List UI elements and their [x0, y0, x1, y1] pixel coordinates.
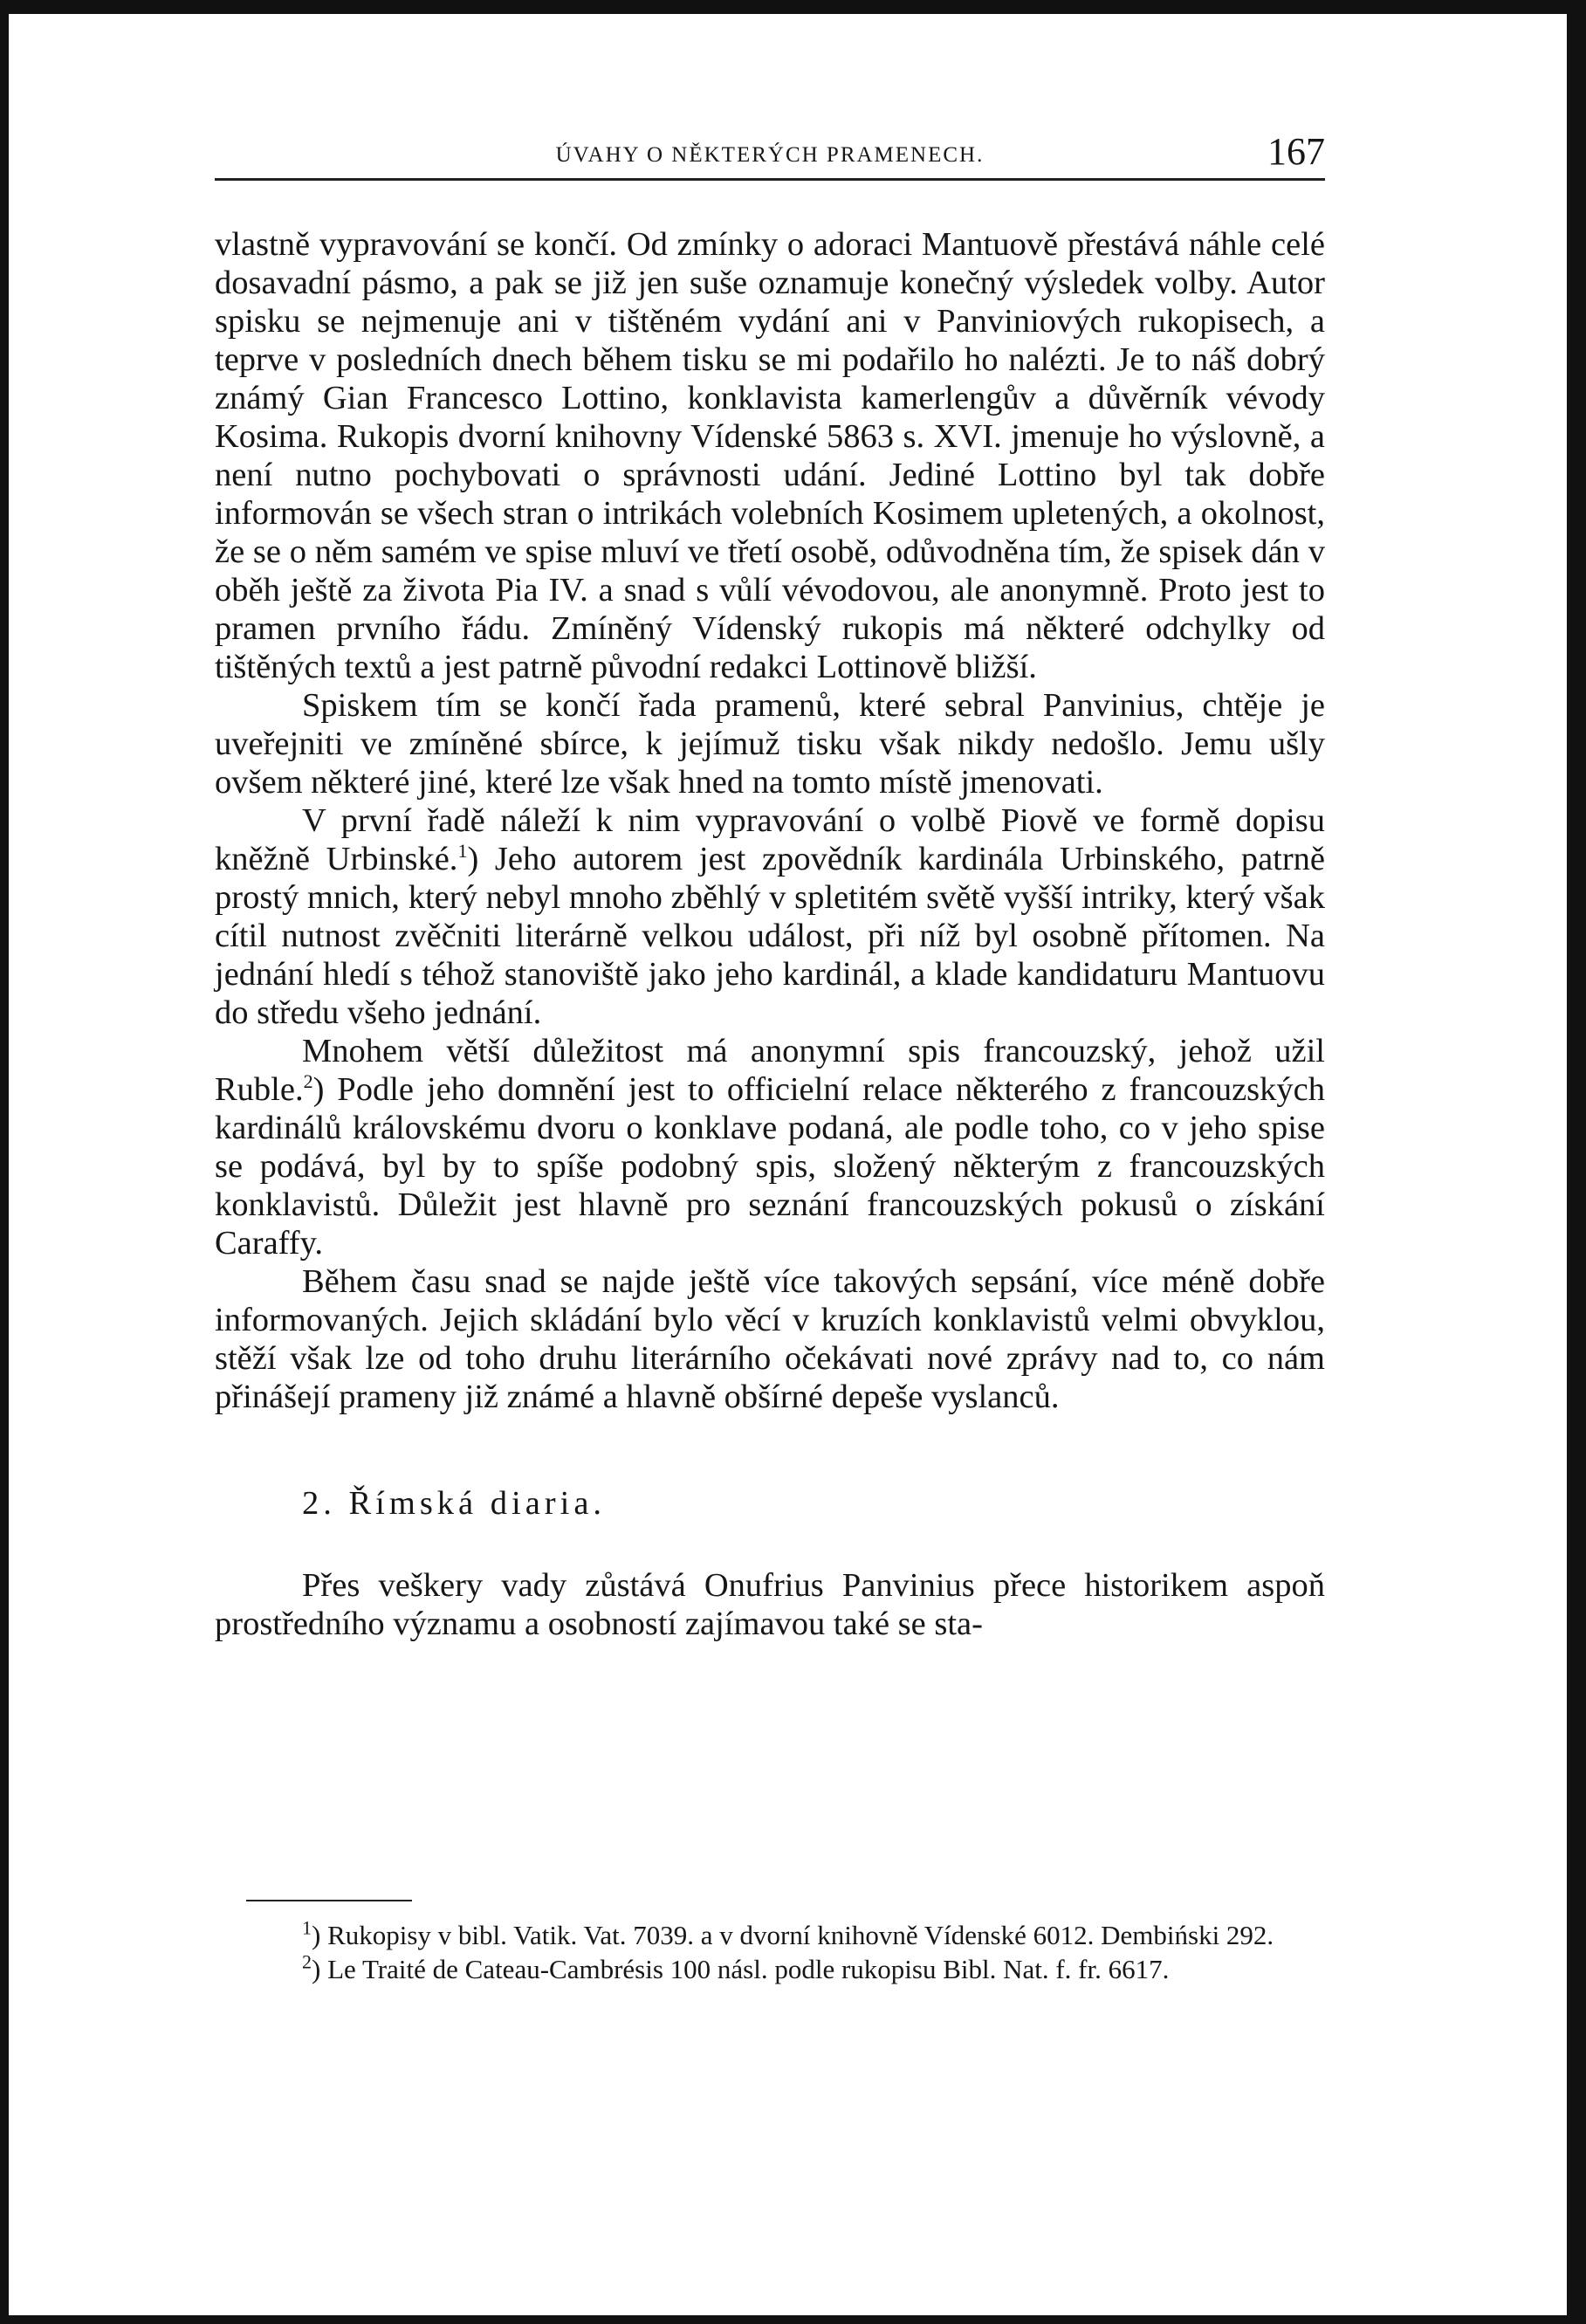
page-header [215, 126, 1325, 181]
paragraph-2: Spiskem tím se končí řada pramenů, které sebral Panvinius, chtěje je uveřejniti ve zmíněné sbírce, k jejímuž tisku však nikdy nedošlo. Jemu ušly ovšem některé jiné, které lze však hned na tomto místě jmenovati. [215, 687, 1325, 801]
main-text [215, 225, 1325, 1643]
footnote-2 [215, 1950, 1325, 1985]
section-heading: 2. Římská diaria. [302, 1485, 607, 1522]
footnote-ref-2: 2 [303, 1070, 313, 1093]
footnotes [215, 1916, 1325, 1987]
paragraph-4 [215, 1032, 1325, 1262]
footnote-1-text: ) Rukopisy v bibl. Vatik. Vat. 7039. a v dvorní knihovně Vídenské 6012. Dembiński 292. [312, 1920, 1274, 1950]
paragraph-4-text-b: ) Podle jeho domnění jest to officielní relace některého z francouzských kardinálů královskému dvoru o konklave podaná, ale podle toho, co v jeho spise se podává, byl by to spíše podobný spis, složený některým z francouzských konklavistů. Důležit jest hlavně pro seznání francouzských pokusů o získání Caraffy. [215, 1071, 1325, 1262]
paragraph-1: vlastně vypravování se končí. Od zmínky o adoraci Mantuově přestává náhle celé dosavadní pásmo, a pak se již jen suše oznamuje konečný výsledek volby. Autor spisku se nejmenuje ani v tištěném vydání ani v Panviniových rukopisech, a teprve v posledních dnech během tisku se mi podařilo ho nalézti. Je to náš dobrý známý Gian Francesco Lottino, konklavista kamerlengův a důvěrník vévody Kosima. Rukopis dvorní knihovny Vídenské 5863 s. XVI. jmenuje ho výslovně, a není nutno pochybovati o správnosti udání. Jediné Lottino byl tak dobře informován se všech stran o intrikách volebních Kosimem upletených, a okolnost, že se o něm samém ve spise mluví ve třetí osobě, odůvodněna tím, že spisek dán v oběh ještě za života Pia IV. a snad s vůlí vévodovou, ale anonymně. Proto jest to pramen prvního řádu. Zmíněný Vídenský rukopis má některé odchylky od tištěných textů a jest patrně původní redakci Lottinově bližší. [215, 226, 1325, 685]
footnote-ref-1: 1 [457, 840, 468, 863]
paragraph-5: Během času snad se najde ještě více takových sepsání, více méně dobře informovaných. Jejich skládání bylo věcí v kruzích konklavistů velmi obvyklou, stěží však lze od toho druhu literárního očekávati nové zprávy nad to, co nám přinášejí prameny již známé a hlavně obšírné depeše vyslanců. [215, 1263, 1325, 1415]
paragraph-3-text-a: V první řadě náleží k nim vypravování o volbě Piově ve formě dopisu kněžně Urbinské. [215, 802, 1325, 877]
closing-paragraph: Přes veškery vady zůstává Onufrius Panvinius přece historikem aspoň prostředního významu a osobností zajímavou také se sta- [215, 1567, 1325, 1642]
footnote-1 [215, 1916, 1325, 1951]
paragraph-4-text-a: Mnohem větší důležitost má anonymní spis francouzský, jehož užil Ruble. [215, 1033, 1325, 1108]
page-number: 167 [1267, 130, 1325, 173]
footnote-2-marker: 2 [302, 1950, 312, 1973]
footnote-1-marker: 1 [302, 1916, 312, 1939]
footnote-divider [246, 1900, 412, 1901]
paragraph-3 [215, 801, 1325, 1032]
running-title: ÚVAHY O NĚKTERÝCH PRAMENECH. [555, 143, 985, 167]
paragraph-3-text-b: ) Jeho autorem jest zpovědník kardinála Urbinského, patrně prostý mnich, který nebyl mnoho zběhlý v spletitém světě vyšší intriky, který však cítil nutnost zvěčniti literárně velkou událost, při níž byl osobně přítomen. Na jednání hledí s téhož stanoviště jako jeho kardinál, a klade kandidaturu Mantuovu do středu všeho jednání. [215, 841, 1326, 1031]
footnote-2-text: ) Le Traité de Cateau-Cambrésis 100 násl. podle rukopisu Bibl. Nat. f. fr. 6617. [312, 1954, 1170, 1984]
